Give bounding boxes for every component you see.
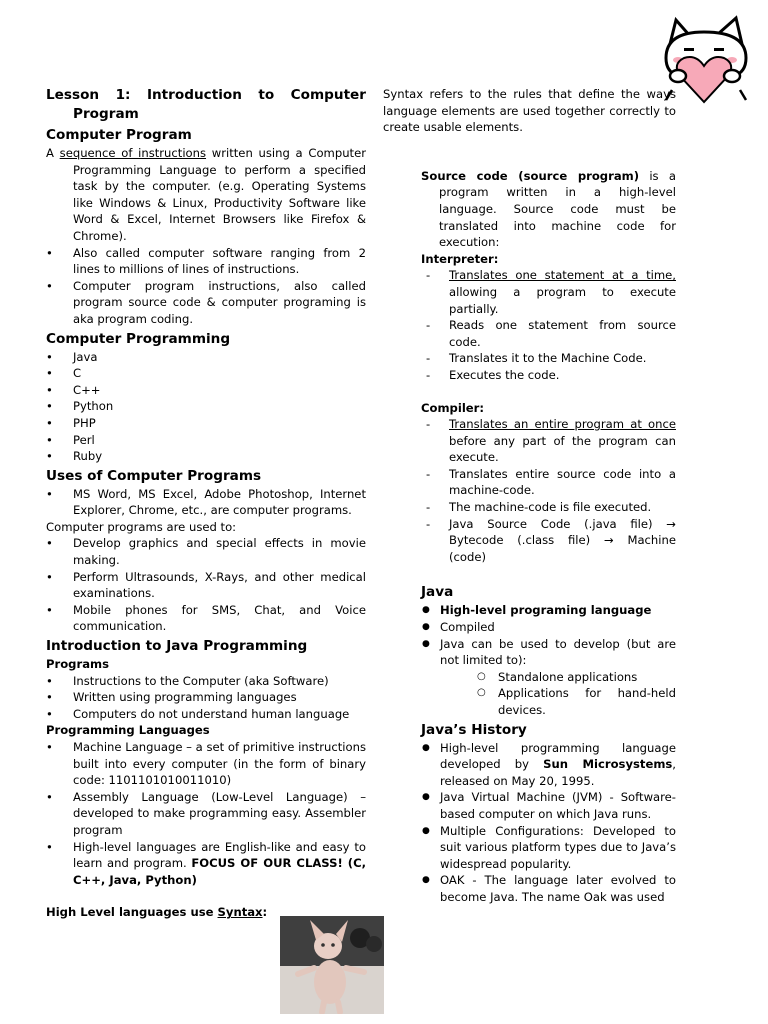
cat-photo (280, 916, 384, 1014)
list-item: - The machine-code is file executed. (421, 499, 676, 516)
heading-java-history: Java’s History (421, 721, 527, 738)
heading-intro-java: Introduction to Java Programming (46, 638, 308, 655)
heading-computer-program: Computer Program (46, 127, 192, 143)
programs-list (46, 673, 366, 723)
list-item: • C (46, 365, 366, 382)
list-item: • Java (46, 349, 366, 366)
list-item: ● Multiple Configurations: Developed to suit various platform types due to Java’s widespread popularity. (421, 823, 676, 873)
computer-program-bullets (46, 245, 366, 328)
list-item: - Translates it to the Machine Code. (421, 350, 676, 367)
history-list (383, 740, 676, 906)
list-item: • C++ (46, 382, 366, 399)
list-item: - Reads one statement from source code. (421, 317, 676, 350)
list-item: - Java Source Code (.java file) → Bytecode (.class file) → Machine (code) (421, 516, 676, 566)
list-item: • Mobile phones for SMS, Chat, and Voice communication. (46, 602, 366, 635)
list-item: ● High-level programming language developed by Sun Microsystems, released on May 20, 1995. (421, 740, 676, 790)
list-item: • Develop graphics and special effects in movie making. (46, 535, 366, 568)
list-item: ● High-level programing language (421, 602, 676, 619)
programming-languages-list (46, 739, 366, 888)
java-list (383, 602, 676, 668)
computer-program-definition: A sequence of instructions written using a Computer Programming Language to perform a specified task by the computer. (e.g. Operating Systems like Windows & Linux, Productivity Software like Word & Excel, Internet Browsers like Firefox & Chrome). (46, 146, 366, 243)
left-column (46, 86, 366, 921)
list-item: • MS Word, MS Excel, Adobe Photoshop, Internet Explorer, Chrome, etc., are computer programs. (46, 486, 366, 519)
interpreter-list (383, 267, 676, 383)
list-item: • Ruby (46, 448, 366, 465)
heading-compiler: Compiler: (421, 400, 485, 415)
list-item: ● Java can be used to develop (but are not limited to): (421, 636, 676, 669)
list-item: • PHP (46, 415, 366, 432)
list-item: ○ Applications for hand-held devices. (477, 685, 676, 718)
heading-uses: Uses of Computer Programs (46, 467, 262, 484)
heading-interpreter: Interpreter: (421, 251, 499, 266)
list-item: • Written using programming languages (46, 689, 366, 706)
list-item: • Perform Ultrasounds, X-Rays, and other medical examinations. (46, 569, 366, 602)
list-item: • High-level languages are English-like and easy to learn and program. FOCUS OF OUR CLASS! (C, C++, Java, Python) (46, 839, 366, 889)
syntax-definition: Syntax refers to the rules that define the ways language elements are used together correctly to create usable elements. (383, 87, 676, 135)
list-item: • Instructions to the Computer (aka Software) (46, 673, 366, 690)
list-item: • Machine Language – a set of primitive instructions built into every computer (in the form of binary code: 1101101010011010) (46, 739, 366, 789)
list-item: ● Compiled (421, 619, 676, 636)
heading-computer-programming: Computer Programming (46, 330, 231, 347)
right-column (383, 86, 676, 906)
java-sublist (383, 669, 676, 719)
list-item: ○ Standalone applications (477, 669, 676, 686)
list-item: - Translates entire source code into a machine-code. (421, 466, 676, 499)
list-item: • Assembly Language (Low-Level Language) – developed to make programming easy. Assembler program (46, 789, 366, 839)
uses-bullets-1 (46, 486, 366, 519)
source-code-definition: Source code (source program) is a program written in a high-level language. Source code must be translated into machine code for execution: (421, 168, 676, 250)
lesson-title: Lesson 1: Introduction to Computer Program (46, 87, 366, 122)
heading-java: Java (421, 584, 454, 601)
list-item: - Translates one statement at a time, allowing a program to execute partially. (421, 267, 676, 317)
list-item: - Translates an entire program at once before any part of the program can execute. (421, 416, 676, 466)
compiler-list (383, 416, 676, 565)
heading-programs: Programs (46, 657, 110, 672)
list-item: • Python (46, 398, 366, 415)
syntax-line: High Level languages use Syntax: (46, 905, 268, 920)
list-item: ● Java Virtual Machine (JVM) - Software-based computer on which Java runs. (421, 789, 676, 822)
list-item: - Executes the code. (421, 367, 676, 384)
heading-programming-languages: Programming Languages (46, 723, 210, 738)
list-item: • Perl (46, 432, 366, 449)
uses-bullets-2 (46, 535, 366, 635)
list-item: • Computer program instructions, also called program source code & computer programing is aka program coding. (46, 278, 366, 328)
uses-intro: Computer programs are used to: (46, 519, 237, 534)
list-item: • Also called computer software ranging from 2 lines to millions of lines of instructions. (46, 245, 366, 278)
list-item: • Computers do not understand human language (46, 706, 366, 723)
languages-list (46, 349, 366, 465)
list-item: ● OAK - The language later evolved to become Java. The name Oak was used (421, 872, 676, 905)
